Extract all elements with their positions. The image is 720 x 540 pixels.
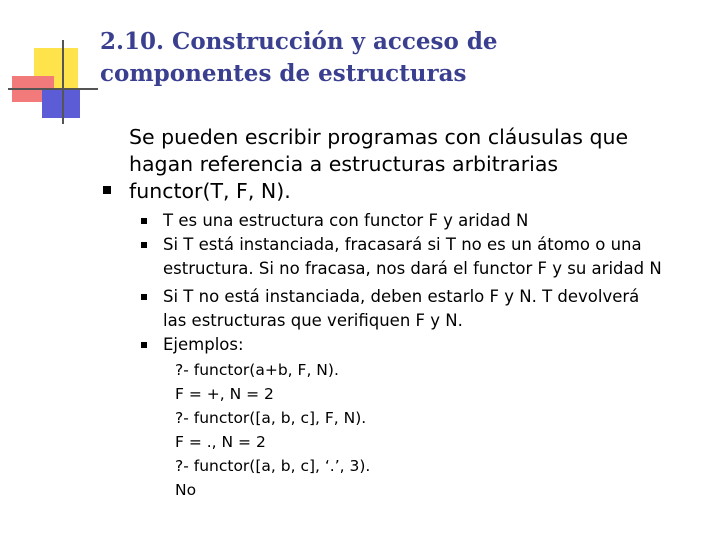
example-line: F = ., N = 2 bbox=[175, 433, 266, 451]
sub-bullet-line: las estructuras que verifiquen F y N. bbox=[163, 311, 463, 330]
sub-bullet-item bbox=[163, 209, 713, 233]
example-line: F = +, N = 2 bbox=[175, 385, 274, 403]
slide-title bbox=[100, 26, 700, 90]
title-line-2: componentes de estructuras bbox=[100, 60, 467, 87]
sub-bullet-line: Si T está instanciada, fracasará si T no es un átomo o una bbox=[163, 235, 642, 254]
main-bullet-text bbox=[129, 124, 709, 205]
example-line: No bbox=[175, 481, 197, 499]
sub-bullet-item bbox=[163, 333, 713, 357]
sub-bullet-item bbox=[163, 285, 713, 333]
sub-bullet-square-icon bbox=[141, 294, 147, 300]
sub-bullet-square-icon bbox=[141, 218, 147, 224]
bullet-square-icon bbox=[103, 186, 111, 194]
decor-horizontal-line bbox=[8, 88, 98, 90]
sub-bullet-line: Si T no está instanciada, deben estarlo F y N. T devolverá bbox=[163, 287, 640, 306]
sub-bullet-line: estructura. Si no fracasa, nos dará el functor F y su aridad N bbox=[163, 259, 662, 278]
sub-bullet-square-icon bbox=[141, 342, 147, 348]
title-line-1: 2.10. Construcción y acceso de bbox=[100, 28, 498, 55]
decor-vertical-line bbox=[62, 40, 64, 124]
examples-block bbox=[175, 358, 715, 502]
example-line: ?- functor(a+b, F, N). bbox=[175, 361, 339, 379]
sub-bullet-line: T es una estructura con functor F y aridad N bbox=[163, 211, 529, 230]
sub-bullet-item bbox=[163, 233, 713, 281]
decor-blue-square bbox=[42, 88, 80, 118]
main-bullet-line: hagan referencia a estructuras arbitrarias bbox=[129, 152, 559, 176]
example-line: ?- functor([a, b, c], F, N). bbox=[175, 409, 367, 427]
example-line: ?- functor([a, b, c], ‘.’, 3). bbox=[175, 457, 371, 475]
main-bullet-line: Se pueden escribir programas con cláusulas que bbox=[129, 125, 629, 149]
sub-bullet-line: Ejemplos: bbox=[163, 335, 244, 354]
sub-bullet-square-icon bbox=[141, 242, 147, 248]
main-bullet-line: functor(T, F, N). bbox=[129, 179, 291, 203]
